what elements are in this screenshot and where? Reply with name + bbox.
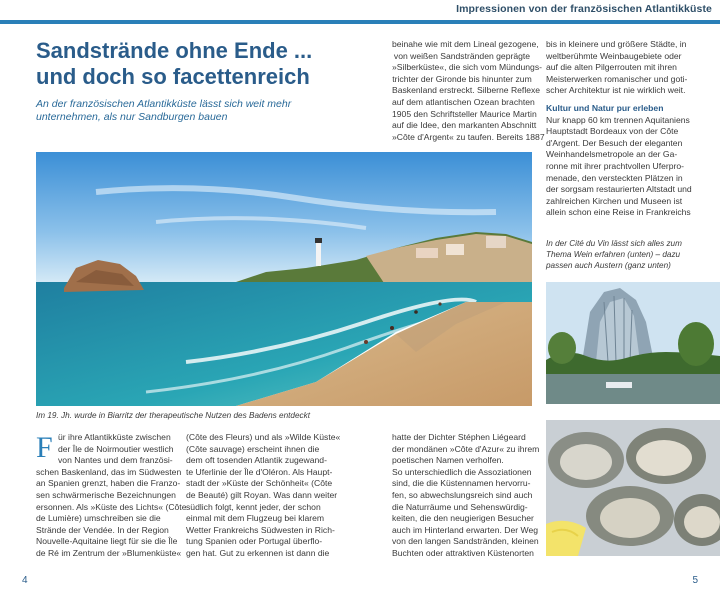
text-line: der mondänen »Côte d'Azur« zu ihrem: [392, 443, 540, 454]
text-line: gen hat. Gut zu erkennen ist dann die: [186, 547, 330, 558]
text-line: an Spanien grenzt, haben die Franzo-: [36, 478, 181, 489]
body-column-2: [186, 432, 341, 560]
text-line: sind, die die Küstennamen hervorru-: [392, 478, 531, 489]
text-line: weltberühmte Weinbaugebiete oder: [546, 50, 682, 61]
text-line: keiten, die den neugierigen Besucher: [392, 513, 534, 524]
text-line: tung Spanien oder Portugal überflo-: [186, 536, 323, 547]
text-line: ersonnen. Als »Küste des Lichts« (Côte: [36, 501, 187, 512]
text-line: d'Argent. Der Besuch der eleganten: [546, 137, 683, 148]
text-line: (Côte des Fleurs) und als »Wilde Küste«: [186, 432, 341, 442]
header-rule: [0, 20, 720, 24]
text-line: poetischen Namen verholfen.: [392, 455, 504, 466]
text-line: 1905 den Schriftsteller Maurice Martin: [392, 108, 537, 119]
text-line: fen, so abwechslungsreich sind auch: [392, 489, 533, 500]
text-line: dem oft tosenden Atlantik zugewand-: [186, 455, 327, 466]
subtitle-line: An der französischen Atlantikküste lässt sich weit mehr: [36, 98, 292, 110]
caption-line: Im 19. Jh. wurde in Biarritz der therapeutische Nutzen des Badens entdeckt: [36, 411, 310, 420]
section-heading: Kultur und Natur pur erleben: [546, 102, 664, 113]
text-line: beinahe wie mit dem Lineal gezogene,: [392, 39, 539, 49]
text-line: der Île de Noirmoutier westlich: [58, 443, 174, 454]
center-column: [392, 39, 545, 143]
text-line: südlich folgt, kennt jeder, der schon: [186, 501, 321, 512]
title-line: und doch so facettenreich: [36, 64, 310, 89]
caption-line: Thema Wein erfahren (unten) – dazu: [546, 250, 681, 259]
text-line: stadt der »Küste der Schönheit« (Côte: [186, 478, 333, 489]
beach-photo: [36, 152, 532, 406]
page-number-right: 5: [692, 575, 698, 586]
text-line: te Uferlinie der Île d'Oléron. Als Haupt-: [186, 466, 333, 477]
text-line: Meisterwerken romanischer und goti-: [546, 73, 688, 84]
text-line: von den langen Sandstränden, kleinen: [392, 536, 539, 547]
title-line: Sandstrände ohne Ende ...: [36, 38, 313, 63]
text-line: scher Architektur ist nie wirklich weit.: [546, 85, 686, 96]
text-line: de Ré im Zentrum der »Blumenküste«: [36, 547, 182, 558]
text-line: So unterschiedlich die Assoziationen: [392, 466, 532, 477]
text-line: Strände der Vendée. In der Region: [36, 524, 169, 535]
text-line: de Lumière) umschreiben sie die: [36, 513, 161, 524]
article-subtitle: [36, 98, 356, 124]
body-column-1: [36, 431, 187, 560]
running-head: Impressionen von der französischen Atlantikküste: [456, 3, 712, 15]
text-line: trichter der Gironde bis hinunter zum: [392, 73, 532, 84]
text-line: Weinhandelsmetropole an der Ga-: [546, 149, 678, 160]
subtitle-line: unternehmen, als nur Sandburgen bauen: [36, 111, 228, 123]
text-line: auf dem atlantischen Ozean brachten: [392, 96, 535, 107]
body-column-3: [392, 432, 540, 560]
text-line: zahlreichen Kirchen und Museen ist: [546, 195, 683, 206]
text-line: »Côte d'Argent« zu taufen. Bereits 1887: [392, 131, 545, 142]
text-line: von weißen Sandstränden geprägte: [393, 50, 531, 61]
cite-du-vin-photo: [546, 282, 720, 404]
text-line: allein schon eine Reise in Frankreichs: [546, 207, 691, 218]
text-line: ür ihre Atlantikküste zwischen: [58, 432, 171, 442]
page-number-left: 4: [22, 575, 28, 586]
text-line: Baskenland erstreckt. Silberne Reflexe: [392, 85, 541, 96]
text-line: »Silberküste«, die sich vom Mündungs-: [392, 62, 542, 73]
text-line: de Beauté) gilt Royan. Was dann weiter: [186, 489, 338, 500]
text-line: der sorgsam restaurierten Altstadt und: [546, 184, 692, 195]
drop-cap: F: [36, 431, 53, 464]
photo-caption-right: [546, 238, 682, 271]
text-line: bis in kleinere und größere Städte, in: [546, 39, 687, 49]
text-line: Buchten oder attraktiven Küstenorten: [392, 547, 534, 558]
text-line: Wetter Frankreichs Südwesten in Rich-: [186, 524, 335, 535]
text-line: auf die Idee, den markanten Abschnitt: [392, 120, 537, 131]
text-line: auch im Hinterland erwarten. Der Weg: [392, 524, 538, 535]
text-line: Nouvelle-Aquitaine liegt für sie die Île: [36, 536, 178, 547]
caption-line: In der Cité du Vin lässt sich alles zum: [546, 239, 682, 248]
text-line: hatte der Dichter Stéphen Liégeard: [392, 432, 526, 442]
text-line: Nur knapp 60 km trennen Aquitaniens: [546, 114, 690, 125]
text-line: einmal mit dem Flugzeug bei klarem: [186, 513, 325, 524]
caption-line: passen auch Austern (ganz unten): [546, 261, 671, 270]
text-line: ronne mit ihrer prachtvollen Uferpro-: [546, 160, 685, 171]
photo-caption-beach: [36, 410, 310, 421]
text-line: sen schwärmerische Bezeichnungen: [36, 489, 176, 500]
text-line: menade, den versteckten Plätzen in: [546, 172, 683, 183]
text-line: die Naturräume und Sehenswürdig-: [392, 501, 528, 512]
text-line: schen Baskenland, das im Südwesten: [36, 466, 182, 477]
text-line: auf die alten Pilgerrouten mit ihren: [546, 62, 677, 73]
text-line: von Nantes und dem französi-: [58, 455, 173, 466]
right-column: [546, 39, 714, 219]
oysters-photo: [546, 420, 720, 556]
text-line: (Côte sauvage) erscheint ihnen die: [186, 443, 320, 454]
article-title: [36, 38, 312, 90]
text-line: Hauptstadt Bordeaux von der Côte: [546, 126, 679, 137]
